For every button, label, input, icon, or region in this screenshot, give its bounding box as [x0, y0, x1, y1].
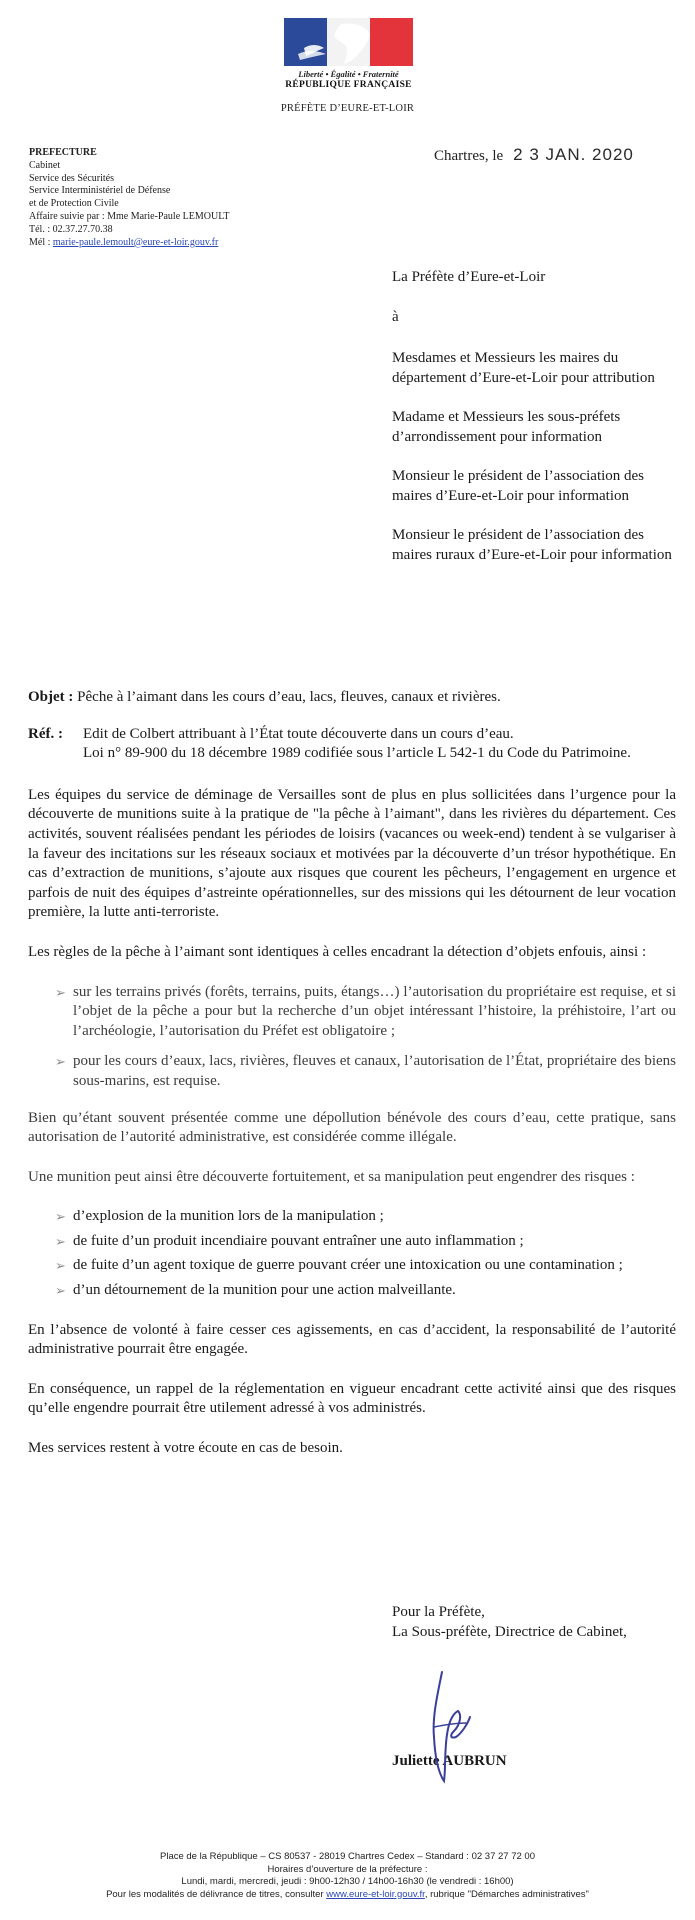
subject-label: Objet :	[28, 689, 74, 705]
subject-line	[28, 688, 676, 708]
paragraph: Les équipes du service de déminage de Versailles sont de plus en plus sollicitées dans l’urgence pour la découverte de munitions suite à la pratique de "la pêche à l’aimant", dans les rivières du département. Ces activités, souvent réalisées pendant les périodes de loisirs (vacances ou week-end) tendent à se vulgariser à la faveur des incitations sur les réseaux sociaux et motivées par la découverte d’un trésor hypothétique. En cas d’extraction de munitions, s’ajoute aux risques que courent les pêcheurs, l’engagement en urgence et parfois de nuit des équipes d’astreinte opérationnelles, sur des missions qui les détournent de leur vocation première, la lutte anti-terroriste.	[28, 786, 676, 921]
signatory-name: Juliette AUBRUN	[392, 1753, 507, 1769]
paragraph: Les règles de la pêche à l’aimant sont identiques à celles encadrant la détection d’objets enfouis, ainsi :	[28, 943, 647, 960]
arrow-bullet-icon: ➢	[55, 1054, 66, 1070]
paragraph: Mes services restent à votre écoute en cas de besoin.	[28, 1440, 343, 1457]
references-label: Réf. :	[28, 725, 63, 742]
list-item: ➢ de fuite d’un produit incendiaire pouvant entraîner une auto inflammation ;	[28, 1232, 676, 1252]
risks-list	[28, 1207, 676, 1300]
recipient: Monsieur le président de l’association des maires ruraux d’Eure-et-Loir pour information	[392, 527, 672, 563]
footer-website-row: Pour les modalités de délivrance de titres, consulter www.eure-et-loir.gouv.fr, rubrique "Démarches administratives"	[106, 1888, 589, 1900]
paragraph: En l’absence de volonté à faire cesser ces agissements, en cas d’accident, la responsabilité de l’autorité administrative pourrait être engagée.	[28, 1321, 676, 1358]
date-place: Chartres, le	[434, 148, 504, 164]
footer-hours: Lundi, mardi, mercredi, jeudi : 9h00-12h30 / 14h00-16h30 (le vendredi : 16h00)	[181, 1876, 514, 1887]
list-item: ➢ pour les cours d’eaux, lacs, rivières, fleuves et canaux, l’autorisation de l’État, propriétaire des biens sous-marins, est requise.	[28, 1052, 676, 1091]
signature-line: Pour la Préfète,	[392, 1604, 485, 1620]
sender-org: PREFECTURE	[29, 147, 97, 158]
date-stamp: 2 3 JAN. 2020	[513, 145, 634, 164]
email-link[interactable]: marie-paule.lemoult@eure-et-loir.gouv.fr	[52, 236, 219, 248]
email-label: Mél :	[29, 236, 53, 248]
website-link[interactable]: www.eure-et-loir.gouv.fr	[326, 1888, 425, 1900]
paragraph: En conséquence, un rappel de la réglementation en vigueur encadrant cette activité ainsi que des risques qu’elle engendre pourrait être utilement adressé à vos administrés.	[28, 1380, 676, 1417]
prefecture-title: PRÉFÈTE D’EURE-ET-LOIR	[280, 103, 415, 114]
reference-item: Loi n° 89-900 du 18 décembre 1989 codifiée sous l’article L 542-1 du Code du Patrimoine.	[83, 745, 631, 762]
arrow-bullet-icon: ➢	[55, 1283, 66, 1299]
marianne-logo	[281, 18, 416, 90]
sender-phone: Tél. : 02.37.27.70.38	[29, 223, 113, 235]
arrow-bullet-icon: ➢	[55, 1233, 66, 1249]
republique-francaise-label: RÉPUBLIQUE FRANÇAISE	[285, 80, 412, 90]
letter-to: à	[392, 308, 399, 325]
footer-address: Place de la République – CS 80537 - 28019 Chartres Cedex – Standard : 02 37 27 72 00	[160, 1851, 535, 1862]
recipient: Monsieur le président de l’association des maires d’Eure-et-Loir pour information	[392, 468, 645, 504]
sender-service: et de Protection Civile	[29, 198, 119, 210]
paragraph: Une munition peut ainsi être découverte fortuitement, et sa manipulation peut engendrer des risques :	[28, 1168, 635, 1185]
reference-item: Edit de Colbert attribuant à l’État toute découverte dans un cours d’eau.	[83, 725, 514, 742]
recipients-block	[392, 268, 682, 585]
letter-date	[434, 145, 634, 165]
sender-service: Service Interministériel de Défense	[29, 185, 171, 197]
references	[28, 725, 676, 764]
arrow-bullet-icon: ➢	[55, 1258, 66, 1274]
tricolor-flag-icon	[284, 18, 413, 66]
letter-body	[28, 688, 676, 1479]
paragraph: Bien qu’étant souvent présentée comme une dépollution bénévole des cours d’eau, cette pratique, sans autorisation de l’autorité administrative, est considérée comme illégale.	[28, 1109, 676, 1146]
sender-contact-person: Affaire suivie par : Mme Marie-Paule LEMOULT	[29, 210, 230, 222]
recipient: Madame et Messieurs les sous-préfets d’arrondissement pour information	[392, 409, 621, 445]
recipient: Mesdames et Messieurs les maires du département d’Eure-et-Loir pour attribution	[392, 350, 655, 386]
footer-hours-title: Horaires d’ouverture de la préfecture :	[267, 1863, 428, 1875]
signature-block	[392, 1603, 627, 1769]
list-item: ➢ d’un détournement de la munition pour une action malveillante.	[28, 1281, 676, 1301]
handwritten-signature	[420, 1667, 480, 1787]
list-item: ➢ sur les terrains privés (forêts, terrains, puits, étangs…) l’autorisation du propriétaire est requise, et si l’objet de la pêche a pour but la recherche d’un objet intéressant l’histoire, la préhistoire, l’art ou l’archéologie, l’autorisation du Préfet est obligatoire ;	[28, 983, 676, 1042]
sender-email-row	[29, 237, 230, 250]
list-item: ➢ d’explosion de la munition lors de la manipulation ;	[28, 1207, 676, 1227]
arrow-bullet-icon: ➢	[55, 984, 66, 1000]
sender-block	[29, 147, 230, 249]
sender-cabinet: Cabinet	[29, 159, 61, 171]
letter-from: La Préfète d’Eure-et-Loir	[392, 269, 546, 285]
arrow-bullet-icon: ➢	[55, 1209, 66, 1225]
list-item: ➢ de fuite d’un agent toxique de guerre pouvant créer une intoxication ou une contamination ;	[28, 1256, 676, 1276]
letter-footer	[0, 1851, 695, 1901]
republic-motto: Liberté • Égalité • Fraternité	[298, 69, 399, 79]
subject-text: Pêche à l’aimant dans les cours d’eau, lacs, fleuves, canaux et rivières.	[73, 689, 501, 705]
rules-list	[28, 983, 676, 1092]
sender-service: Service des Sécurités	[29, 172, 114, 184]
signature-line: La Sous-préfète, Directrice de Cabinet,	[392, 1623, 627, 1640]
